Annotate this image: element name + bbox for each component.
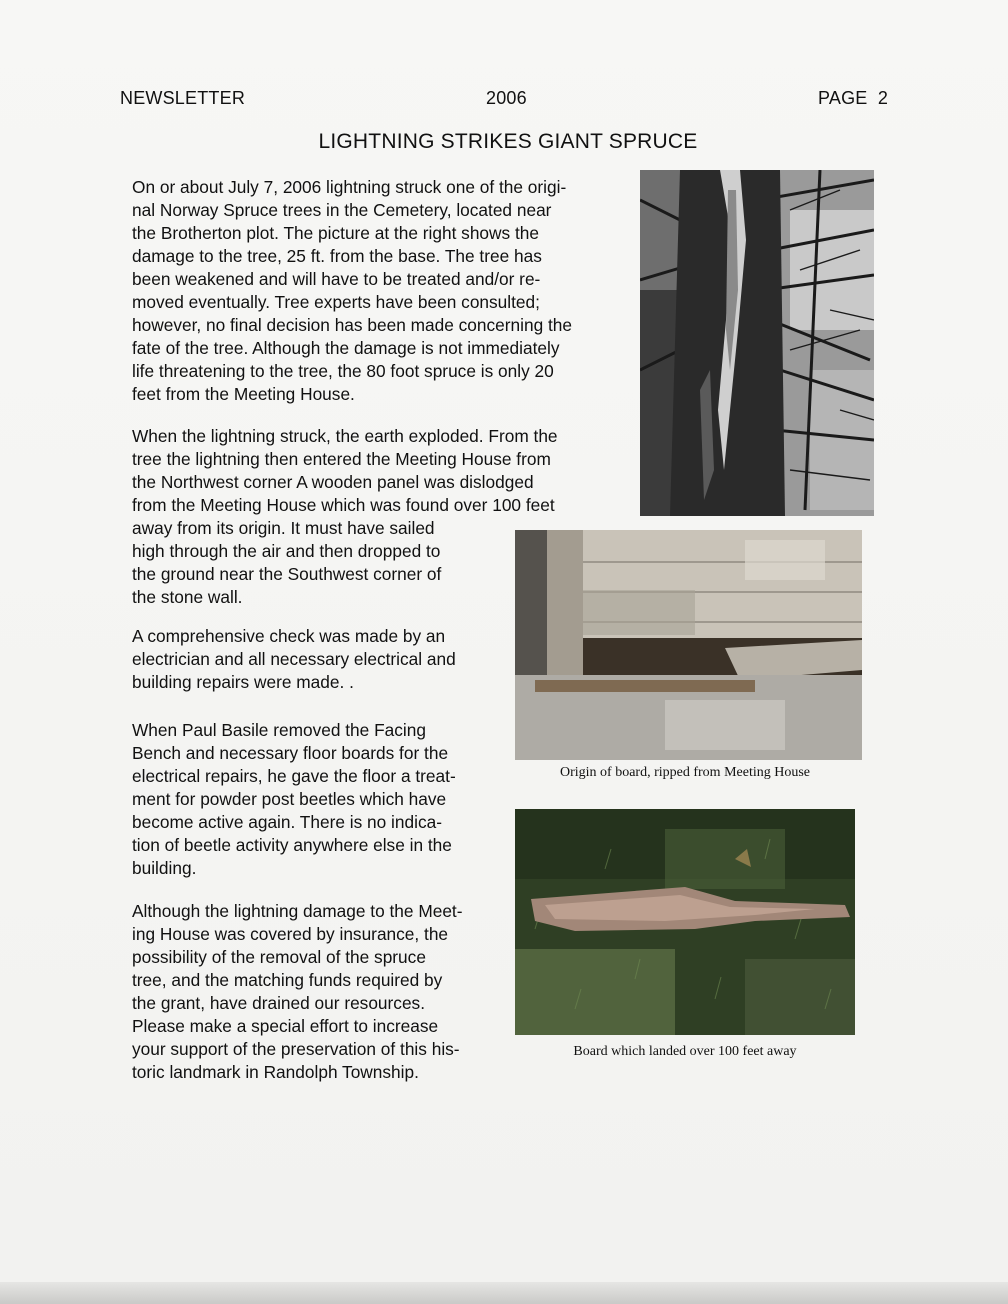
- damaged-spruce-photo: [640, 170, 874, 516]
- meeting-house-wall-photo: [515, 530, 862, 760]
- scan-bottom-edge: [0, 1282, 1008, 1304]
- header-newsletter-label: NEWSLETTER: [120, 88, 246, 108]
- article-title: LIGHTNING STRIKES GIANT SPRUCE: [318, 130, 698, 153]
- wall-photo-caption: Origin of board, ripped from Meeting House: [560, 765, 810, 780]
- paragraph-lightning-strike: On or about July 7, 2006 lightning struck one of the origi- nal Norway Spruce trees in the Cemetery, located near the Brotherton plot. The picture at the right shows the damage to the tree, 25 ft. from the base. The tree has been weakened and will have to be treated and/or re- moved eventually. Tree experts have been consulted; however, no final decision has been made concerning the fate of the tree. Although the damage is not immediately life threatening to the tree, the 80 foot spruce is only 20 feet from the Meeting House.: [132, 177, 573, 404]
- paragraph-appeal: Although the lightning damage to the Meet- ing House was covered by insurance, the possibility of the removal of the spruce tree, and the matching funds required by the grant, have drained our resources. Please make a special effort to increase your support of the preservation of this his- toric landmark in Randolph Township.: [132, 901, 463, 1082]
- fallen-board-photo: [515, 809, 855, 1035]
- paragraph-beetles: When Paul Basile removed the Facing Bench and necessary floor boards for the electrical repairs, he gave the floor a treat- ment for powder post beetles which have become active again. There is no indica- tion of beetle activity anywhere else in the building.: [132, 720, 456, 878]
- paragraph-repairs: A comprehensive check was made by an electrician and all necessary electrical and building repairs were made. .: [132, 626, 456, 692]
- paragraph-earth-exploded: When the lightning struck, the earth exploded. From the tree the lightning then entered the Meeting House from the Northwest corner A wooden panel was dislodged from the Meeting House which was found over 100 feet away from its origin. It must have sailed high through the air and then dropped to the ground near the Southwest corner of the stone wall.: [132, 426, 558, 607]
- header-year: 2006: [486, 88, 527, 108]
- header-page-number: PAGE 2: [818, 88, 889, 108]
- board-photo-caption: Board which landed over 100 feet away: [573, 1044, 797, 1059]
